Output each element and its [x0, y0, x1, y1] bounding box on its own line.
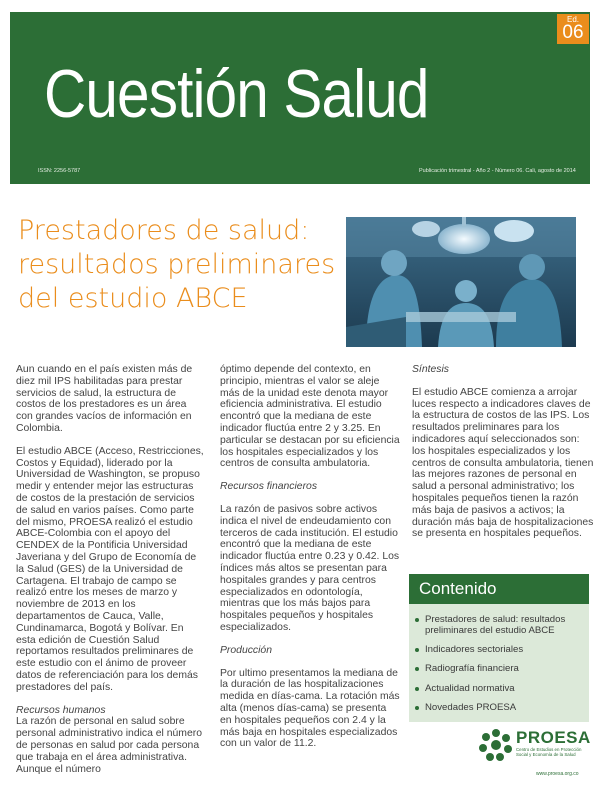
article-column-3 — [412, 364, 594, 551]
contents-header — [409, 574, 589, 604]
subheading: Síntesis — [412, 364, 449, 375]
contents-item[interactable]: Indicadores sectoriales — [425, 644, 585, 655]
contents-list — [409, 604, 589, 722]
logo-tagline: Centro de Estudios en Protección Social y Economía de la Salud — [516, 747, 582, 757]
issn-text: ISSN: 2256-5787 — [38, 168, 81, 174]
edition-number: 06 — [562, 22, 584, 43]
article-column-2 — [220, 364, 400, 761]
contents-item[interactable]: Actualidad normativa — [425, 683, 585, 694]
publication-info: Publicación trimestral - Año 2 - Número 06. Cali, agosto de 2014 — [419, 168, 576, 174]
edition-badge — [557, 14, 589, 44]
edition-label: Ed. — [566, 15, 579, 24]
contents-title: Contenido — [419, 579, 497, 598]
paragraph: La razón de personal en salud sobre personal administrativo indica el número de personas en salud por cada persona que trabaja en el área administrativa. Aunque el número — [16, 716, 202, 775]
subheading: Recursos financieros — [220, 481, 318, 493]
contents-item[interactable]: Prestadores de salud: resultados preliminares del estudio ABCE — [425, 614, 585, 636]
paragraph: óptimo depende del contexto, en principio, mientras el valor se aleje más de la unidad este denota mayor eficiencia administrativa. El estudio encontró que la mediana de este indicador fluctúa entre 2 y 3.25. En particular se destacan por su eficiencia los hospitales especializados y los centros de consulta ambulatoria. — [220, 364, 400, 470]
paragraph: La razón de pasivos sobre activos indica el nivel de endeudamiento con terceros de cada institución. El estudio encontró que la mediana de este indicador fluctúa entre 0.23 y 0.42. Los índices más altos se presentan para hospitales grandes y para centros especializados en odontología, mientras que los más bajos para hospitales pequeños y hospitales especializados. — [220, 503, 400, 633]
paragraph: Por ultimo presentamos la mediana de la duración de las hospitalizaciones medida en días-cama. La rotación más alta (menos días-cama) se presenta en hospitales pequeños con 2.4 y la más baja en hospitales especializados con un valor de 11.2. — [220, 667, 400, 750]
proesa-emblem-icon — [478, 727, 514, 763]
surgery-photo — [346, 217, 576, 347]
article-title: Prestadores de salud: resultados preliminares del estudio ABCE — [18, 215, 336, 314]
contents-item[interactable]: Novedades PROESA — [425, 702, 585, 713]
subheading: Recursos humanos — [16, 704, 106, 716]
paragraph: Aun cuando en el país existen más de diez mil IPS habilitadas para prestar servicios de salud, la estructura de costos de los prestadores es un área con grandes vacíos de información en Colombia. — [16, 364, 193, 434]
logo-wordmark: PROESA — [516, 728, 591, 747]
masthead-title: Cuestión Salud — [44, 56, 429, 132]
contents-item[interactable]: Radiografía financiera — [425, 663, 585, 674]
subheading: Producción — [220, 644, 272, 656]
paragraph: El estudio ABCE (Acceso, Restricciones, Costos y Equidad), liderado por la Universidad de Washington, se propuso medir y entender mejor las estructuras de costos de la prestación de servicios de salud en varios países. Como parte del mismo, PROESA realizó el estudio ABCE-Colombia con el apoyo del CENDEX de la Pontificia Universidad Javeriana y del Grupo de Economía de la Salud (GES) de la Universidad de Cartagena. El trabajo de campo se realizó entre los meses de marzo y noviembre de 2013 en los departamentos de Cauca, Valle, Cundinamarca, Bogotá y Bolívar. En esta edición de Cuestión Salud reportamos resultados preliminares de este estudio con el ánimo de proveer datos de referenciación para los demás prestadores del país. — [16, 445, 204, 693]
paragraph: El estudio ABCE comienza a arrojar luces respecto a indicadores claves de la estructura de costos de las IPS. Los resultados preliminares para los indicadores aquí seleccionados son: los hospitales especializados y los centros de consulta ambulatoria, tienen las mejores razones de personal en salud a personal administrativo; los hospitales pequeños tienen la razón más baja de pasivos a activos; la duración más baja de hospitalizaciones se presenta en hospitales pequeños. — [412, 386, 594, 540]
article-column-1 — [16, 364, 206, 786]
logo-url[interactable]: www.proesa.org.co — [536, 771, 579, 777]
proesa-logo — [478, 724, 590, 780]
